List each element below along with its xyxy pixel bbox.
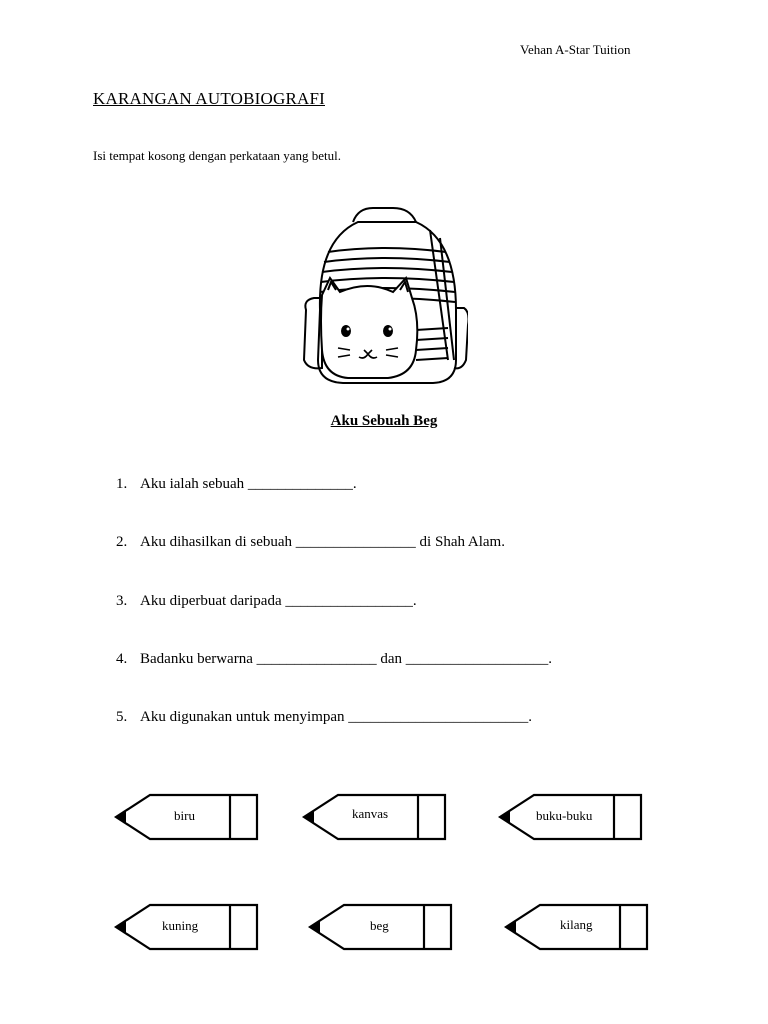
question-1 [116,476,357,493]
question-text: Aku ialah sebuah ______________. [140,476,357,492]
question-2 [116,534,505,551]
word-label: kanvas [352,806,389,821]
word-pencil-buku-buku [496,793,646,841]
question-text: Badanku berwarna ________________ dan ___________________. [140,651,553,667]
tuition-name: Vehan A-Star Tuition [520,42,631,57]
question-text: Aku dihasilkan di sebuah ________________ di Shah Alam. [140,534,505,550]
question-4 [116,651,552,668]
instructions: Isi tempat kosong dengan perkataan yang betul. [93,148,342,163]
story-title: Aku Sebuah Beg [330,413,438,429]
word-label: kuning [162,918,199,933]
question-number: 5. [116,709,128,725]
word-pencil-kilang [502,903,652,951]
question-5 [116,709,532,726]
question-number: 4. [116,651,128,667]
page-title: KARANGAN AUTOBIOGRAFI [93,89,325,108]
word-label: beg [370,918,389,933]
question-number: 2. [116,534,128,550]
word-pencil-beg [306,903,456,951]
question-number: 3. [116,593,128,609]
question-number: 1. [116,476,128,492]
backpack-cat-icon [298,200,468,395]
word-pencil-kanvas [300,793,450,841]
word-label: kilang [560,917,593,932]
word-label: biru [174,808,195,823]
word-pencil-biru [112,793,262,841]
word-pencil-kuning [112,903,262,951]
question-text: Aku diperbuat daripada _________________. [140,593,417,609]
question-3 [116,593,417,610]
word-label: buku-buku [536,808,593,823]
question-text: Aku digunakan untuk menyimpan ________________________. [140,709,533,725]
